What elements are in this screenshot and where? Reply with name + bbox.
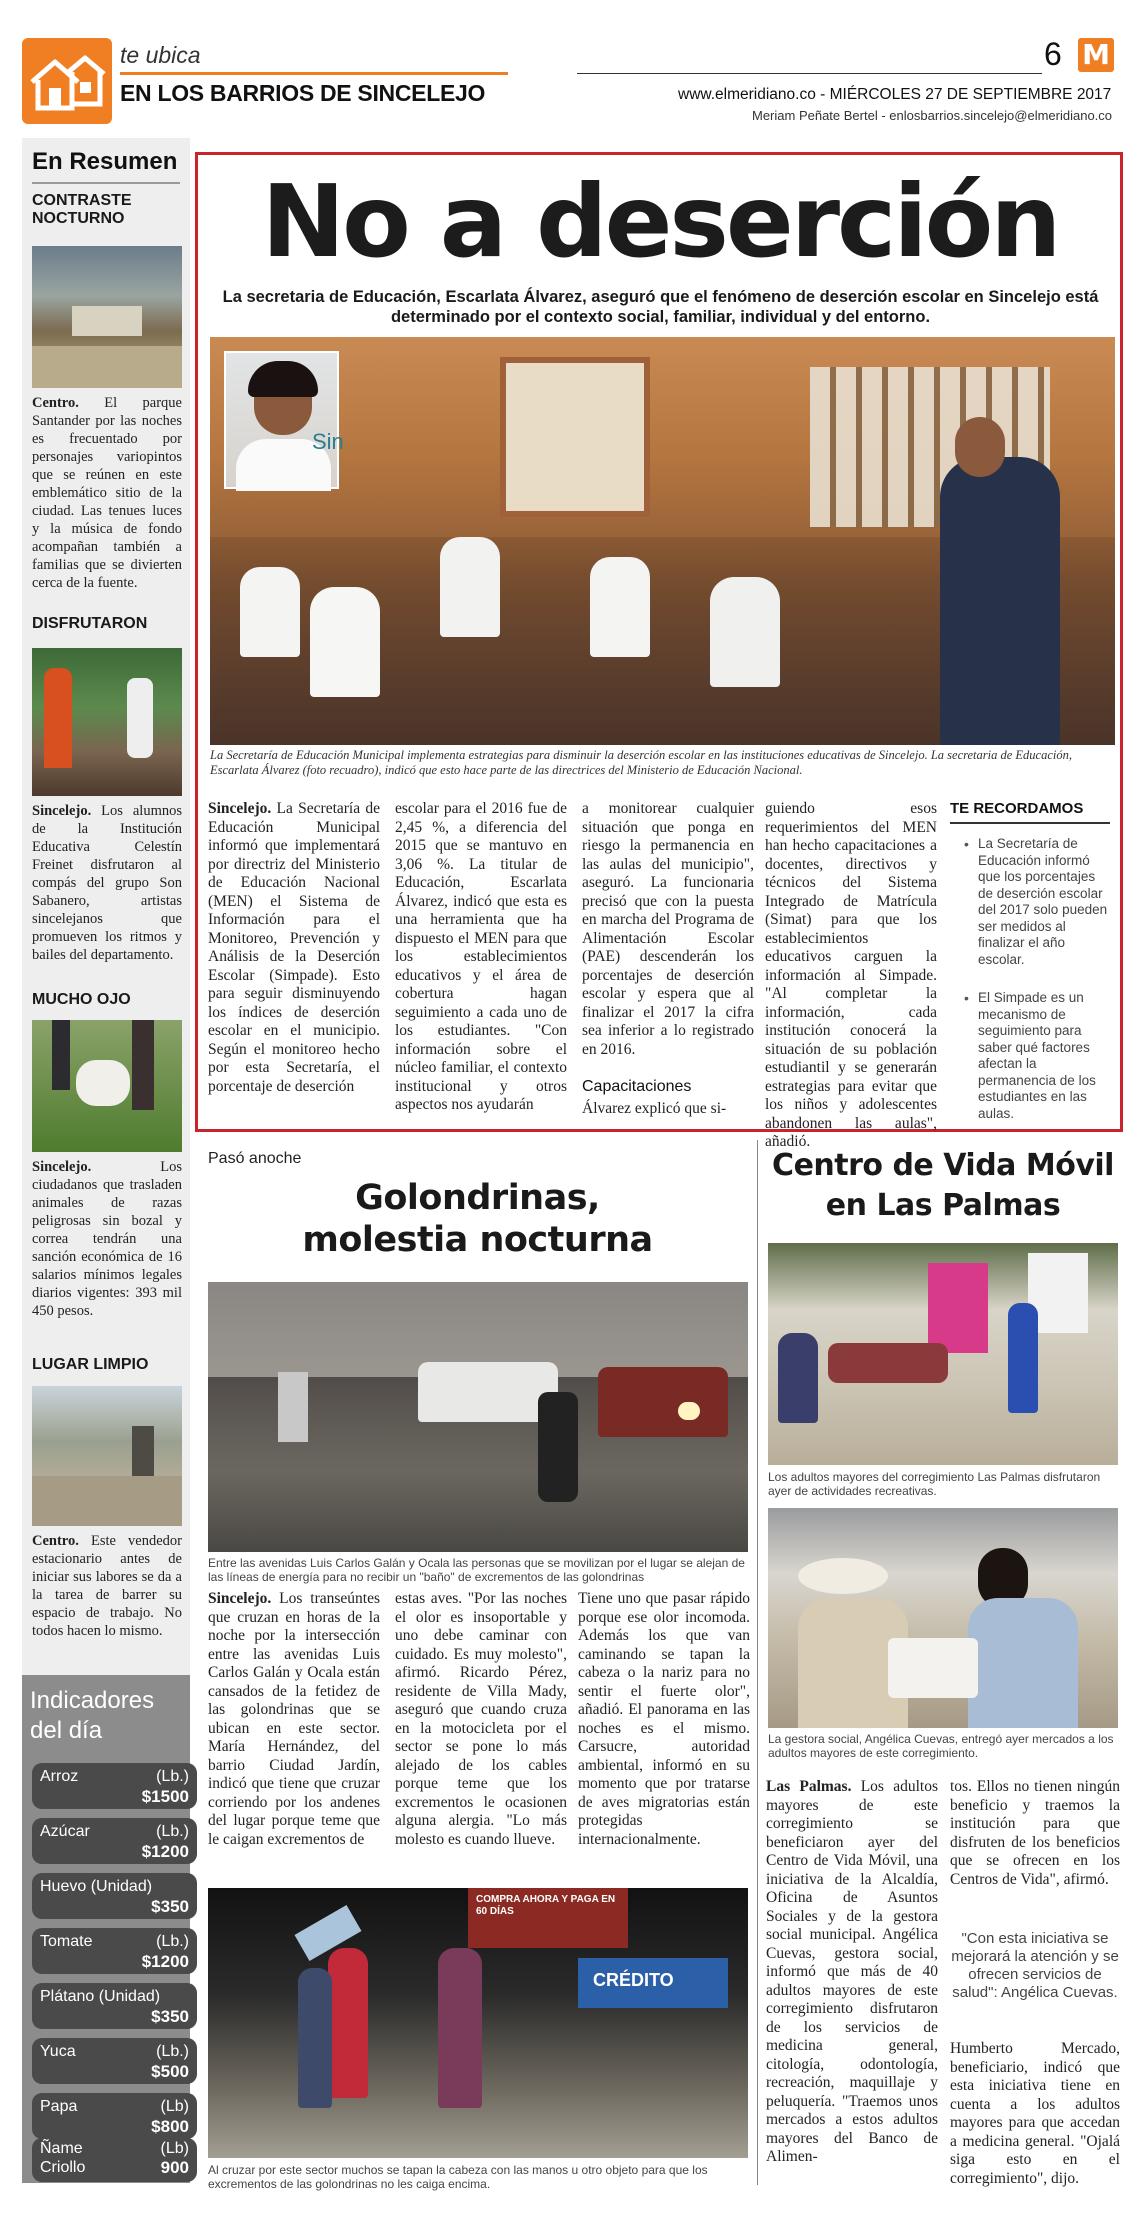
price-value: $350 — [151, 1897, 189, 1916]
centro-title-2: en Las Palmas — [825, 1188, 1061, 1223]
house-logo-icon — [22, 38, 112, 124]
section-rule — [120, 72, 508, 75]
golondrinas-kicker: Pasó anoche — [208, 1150, 302, 1167]
main-col-2: escolar para el 2016 fue de 2,45 %, a diferencia del 2015 que se mantuvo en 3,06 %. La titular de Educación, Escarlata Álvarez, indicó que esta es una herramienta que ha dispuesto el MEN para que los establecimientos educativos y el área de cobertura hagan seguimiento a cada uno de los estudiantes. "Con información sobre el núcleo familiar, el contexto institucional y otros aspectos nos ayudarán — [395, 800, 567, 1113]
sidebar-heading-mucho-ojo: MUCHO OJO — [32, 991, 131, 1008]
sidebar-text-disfrutaron: Sincelejo. Los alumnos de la Institución Educativa Celestín Freinet disfrutaron al compás del grupo Son Sabanero, artistas sincelejanos que promueven los ritmos y bailes del departamento. — [32, 803, 182, 963]
main-col-3b: Álvarez explicó que si- — [582, 1100, 727, 1117]
price-name: Azúcar — [40, 1823, 90, 1840]
centro-col-2a: tos. Ellos no tienen ningún beneficio y traemos la institución para que disfruten de los beneficios que se ofrecen en los Centros de Vida", afirmó. — [950, 1778, 1120, 1888]
sidebar-heading-disfrutaron: DISFRUTARON — [32, 615, 148, 632]
photo-son-sabanero — [32, 648, 182, 796]
price-value: $350 — [151, 2007, 189, 2026]
centro-pull-quote: "Con esta iniciativa se mejorará la atención y se ofrecen servicios de salud": Angélica Cuevas. — [951, 1930, 1119, 2001]
sidebar-text-lugar-limpio: Centro. Este vendedor estacionario antes de iniciar sus labores se da a la tarea de barrer su espacio de trabajo. No todos hacen lo mismo. — [32, 1533, 182, 1639]
price-name: Arroz — [40, 1768, 79, 1785]
price-value: 900 — [160, 2158, 189, 2177]
m-logo-icon — [1078, 38, 1114, 72]
sidebar-title: En Resumen — [32, 148, 178, 175]
section-big-title: EN LOS BARRIOS DE SINCELEJO — [120, 80, 486, 106]
golondrinas-col-1: Sincelejo. Los transeúntes que cruzan en horas de la noche por la intersección entre las avenidas Luis Carlos Galán y Ocala están cansados de la fetidez de las golondrinas que se ubican en este sector. María Hernández, del barrio Ciudad Jardín, indicó que tiene que cruzar corriendo por los andenes del lugar porque teme que le caigan excrementos de — [208, 1590, 380, 1848]
price-row-tomate — [32, 1928, 197, 1974]
indicators-box — [22, 1675, 190, 2183]
price-unit: (Lb.) — [156, 2043, 189, 2060]
main-col-4: guiendo esos requerimientos del MEN han hecho capacitaciones a docentes, directivos y técnicos del Sistema Integrado de Matrícula (Simat) para que los establecimientos educativos carguen la información al Simpade. "Al completar la información, cada institución conocerá la situación de su población estudiantil y se generarán estrategias para evitar que los niños y adolescentes abandonen las aulas", añadió. — [765, 800, 937, 1150]
column-divider — [757, 1140, 758, 2185]
photo-centro-vida-event — [768, 1243, 1118, 1465]
price-row-yuca — [32, 2038, 197, 2084]
sidebar-title-rule — [32, 182, 180, 184]
photo-golondrinas-night — [208, 1888, 748, 2158]
sign-compra: COMPRA AHORA Y PAGA EN 60 DÍAS — [476, 1894, 616, 1917]
price-unit: (Lb.) — [156, 1768, 189, 1785]
golondrinas-title-1: Golondrinas, — [355, 1178, 600, 1218]
golondrinas-col-2: estas aves. "Por las noches el olor es insoportable y uno debe caminar con cuidado. Es muy molesto", afirmó. Ricardo Pérez, residente de Villa Mady, aseguró que cuando cruza en la motocicleta por el sector se pone lo más alejado de los cables porque teme que los excrementos le ocasionen alguna alergia. "Lo más molesto es cuando llueve. — [395, 1590, 567, 1848]
price-row-papa — [32, 2093, 197, 2139]
photo-parque-santander — [32, 246, 182, 388]
sign-credito: CRÉDITO — [593, 1970, 674, 1990]
price-unit: (Lb) — [160, 2098, 189, 2115]
photo-inset-secretary — [224, 351, 344, 489]
sidebar-heading-contraste: CONTRASTE NOCTURNO — [32, 192, 132, 227]
price-name: Yuca — [40, 2043, 76, 2060]
price-unit: (Lb) — [160, 2140, 189, 2157]
m-logo-letter: M — [1082, 38, 1110, 71]
price-row-huevo — [32, 1873, 197, 1919]
price-value: $800 — [151, 2117, 189, 2136]
centro-caption-1: Los adultos mayores del corregimiento Las Palmas disfrutaron ayer de actividades recreativas. — [768, 1470, 1101, 1498]
photo-vendedor — [32, 1386, 182, 1526]
main-deck: La secretaria de Educación, Escarlata Álvarez, aseguró que el fenómeno de deserción escolar en Sincelejo está determinado por el contexto social, familiar, individual y del entorno. — [222, 288, 1099, 326]
recordamos-bullet: • — [964, 836, 969, 852]
price-value: $1500 — [141, 1787, 189, 1806]
centro-caption-2: La gestora social, Angélica Cuevas, entregó ayer mercados a los adultos mayores de este corregimiento. — [768, 1732, 1114, 1760]
recordamos-rule — [950, 822, 1110, 824]
photo-perro — [32, 1020, 182, 1152]
section-logo — [22, 38, 112, 124]
indicators-title-2: del día — [30, 1717, 103, 1744]
sidebar — [22, 138, 190, 2183]
indicators-title-1: Indicadores — [30, 1687, 155, 1714]
price-row-azucar — [32, 1818, 197, 1864]
price-value: $1200 — [141, 1842, 189, 1861]
centro-col-2b: Humberto Mercado, beneficiario, indicó que esta iniciativa tiene en cuenta a los adultos mayores para que accedan a medicina general. "Ojalá siga esto en el corregimiento", dijo. — [950, 2040, 1120, 2187]
price-unit: (Lb.) — [156, 1933, 189, 1950]
main-headline: No a deserción — [261, 163, 1059, 280]
sidebar-heading-lugar-limpio: LUGAR LIMPIO — [32, 1356, 149, 1373]
header-rule — [577, 73, 1042, 74]
recordamos-title: TE RECORDAMOS — [950, 800, 1084, 817]
price-value: $1200 — [141, 1952, 189, 1971]
date-line: www.elmeridiano.co - MIÉRCOLES 27 DE SEPTIEMBRE 2017 — [678, 86, 1112, 103]
recordamos-bullet: • — [964, 990, 969, 1006]
photo-golondrinas-street — [208, 1282, 748, 1552]
price-name: Papa — [40, 2098, 78, 2115]
price-name: Ñame — [40, 2140, 83, 2157]
main-subhead-capacitaciones: Capacitaciones — [582, 1078, 692, 1095]
price-name: Huevo (Unidad) — [40, 1878, 153, 1895]
byline: Meriam Peñate Bertel - enlosbarrios.sincelejo@elmeridiano.co — [752, 108, 1113, 123]
centro-title-1: Centro de Vida Móvil — [772, 1148, 1114, 1183]
price-name: Plátano (Unidad) — [40, 1988, 161, 2005]
inset-sign-text: Sin — [312, 429, 344, 454]
photo-centro-vida-mercados — [768, 1508, 1118, 1728]
price-name: Tomate — [40, 1933, 93, 1950]
photo-classroom — [210, 337, 1115, 745]
main-col-3a: a monitorear cualquier situación que ponga en riesgo la permanencia en las aulas del municipio", aseguró. La funcionaria precisó que con la puesta en marcha del Programa de Alimentación Escolar (PAE) descenderán los porcentajes de deserción escolar y espera que al finalizar el 2017 la cifra sea inferior a lo registrado en 2016. — [582, 800, 754, 1058]
golondrinas-col-3: Tiene uno que pasar rápido porque ese olor incomoda. Además los que van caminando se tapan la cabeza o la nariz para no sentir el fuerte olor", añadió. El panorama en las noches es el mismo. Carsucre, autoridad ambiental, informó en su momento que por tratarse de aves migratorias están protegidas internacionalmente. — [578, 1590, 750, 1848]
price-name-2: Criollo — [40, 2159, 86, 2176]
price-unit: (Lb.) — [156, 1823, 189, 1840]
price-row-name — [32, 2138, 197, 2182]
centro-col-1: Las Palmas. Los adultos mayores de este corregimiento se beneficiaron ayer del Centro de Vida Móvil, una iniciativa de la Alcaldía, Oficina de Asuntos Sociales y de la gestora social municipal. Angélica Cuevas, gestora social, informó que más de 40 adultos mayores de este corregimiento disfrutaron de los servicios de medicina general, citología, odontología, recreación, maquillaje y peluquería. "Traemos unos mercados a estos adultos mayores del Banco de Alimen- — [766, 1778, 938, 2165]
sidebar-text-contraste: Centro. El parque Santander por las noches es frecuentado por personajes variopintos que se reúnen en este emblemático sitio de la ciudad. Las tenues luces y la música de fondo acompañan también a familias que se divierten cerca de la fuente. — [32, 395, 182, 591]
recordamos-item-2: El Simpade es un mecanismo de seguimiento para saber qué factores afectan la permanencia de los estudiantes en las aulas. — [978, 990, 1096, 1121]
golondrinas-title-2: molestia nocturna — [302, 1220, 653, 1260]
sidebar-text-mucho-ojo: Sincelejo. Los ciudadanos que trasladen animales de razas peligrosas sin bozal y correa tendrán una sanción económica de 16 salarios mínimos legales diarios vigentes: 393 mil 450 pesos. — [32, 1159, 182, 1319]
price-value: $500 — [151, 2062, 189, 2081]
recordamos-box — [950, 800, 1115, 1120]
price-row-platano — [32, 1983, 197, 2029]
section-small-title: te ubica — [120, 42, 201, 68]
golondrinas-caption-2: Al cruzar por este sector muchos se tapan la cabeza con las manos u otro objeto para que los excrementos de las golondrinas no les caiga encima. — [208, 2163, 708, 2191]
page-number: 6 — [1044, 36, 1062, 72]
main-photo-caption: La Secretaría de Educación Municipal implementa estrategias para disminuir la deserción escolar en las instituciones educativas de Sincelejo. La secretaria de Educación, Escarlata Álvarez (foto recuadro), indicó que esto hace parte de las directrices del Ministerio de Educación Nacional. — [210, 748, 1072, 777]
price-row-arroz — [32, 1763, 197, 1809]
main-col-1: Sincelejo. La Secretaría de Educación Municipal informó que implementará por directriz del Ministerio de Educación Nacional (MEN) el Sistema de Información para el Monitoreo, Prevención y Análisis de la Deserción Escolar (Simpade). Esto para seguir disminuyendo los índices de deserción escolar en el municipio. Según el monitoreo hecho por esta Secretaría, el porcentaje de deserción — [208, 800, 380, 1095]
golondrinas-caption-1: Entre las avenidas Luis Carlos Galán y Ocala las personas que se movilizan por el lugar se alejan de las líneas de energía para no recibir un "baño" de excrementos de las golondrinas — [208, 1556, 745, 1584]
recordamos-item-1: La Secretaría de Educación informó que los porcentajes de deserción escolar del 2017 solo pueden ser medidos al finalizar el año escolar. — [978, 836, 1108, 967]
